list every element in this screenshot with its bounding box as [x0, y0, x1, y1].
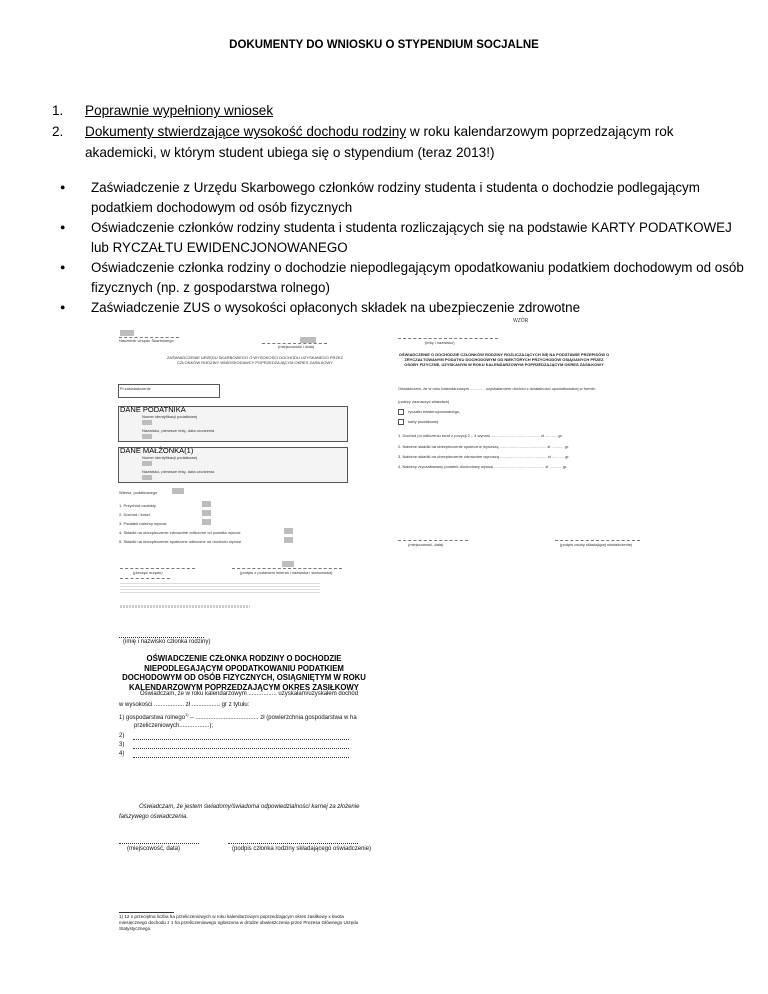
rule [119, 843, 199, 844]
item-number: 4) [119, 751, 125, 757]
rule [398, 540, 468, 541]
bullet-item [60, 218, 750, 257]
tax-year-label: Wiersz, podatkowego [119, 490, 158, 495]
hint-label: (należy zaznaczyć właściwe) [398, 399, 450, 404]
signature-label: (podpis z podaniem imienia i nazwiska i stanowiska) [240, 570, 333, 575]
bullet-icon: ● [60, 262, 66, 272]
list-item [52, 100, 742, 121]
name-label: (imię i nazwisko członka rodziny) [123, 639, 211, 645]
field-placeholder [142, 475, 152, 480]
document-title: DOKUMENTY DO WNIOSKU O STYPENDIUM SOCJALNE [229, 39, 539, 51]
checkbox [398, 409, 404, 415]
option-label: ryczałtu ewidencjonowanego, [408, 409, 461, 414]
rule [120, 568, 195, 569]
amount-row: 1. Dochód po odliczeniu kwot z pozycji 2 – 4 wynosi ............................................ zł ........... gr. [398, 433, 563, 438]
list-text-underlined: Dokumenty stwierdzające wysokość dochodu rodziny [85, 124, 407, 139]
rule [133, 739, 349, 740]
stamp-placeholder [120, 330, 134, 336]
amount-row: 5. Składki na ubezpieczenie społeczne odliczone od dochodu wynosi [119, 539, 242, 544]
amount-row: 4. Składki na ubezpieczenie zdrowotne odliczone od podatku wynosi [119, 530, 241, 535]
item-text: przeliczeniowych..................); [134, 723, 214, 729]
field-label: Numer identyfikacji podatkowej [142, 455, 198, 460]
field-label: Numer identyfikacji podatkowej [142, 414, 198, 419]
rule [119, 637, 204, 638]
signature-placeholder [282, 561, 294, 567]
signature-label: (podpis członka rodziny składającego oświadczenie) [232, 846, 372, 852]
form-title: OŚWIADCZENIE O DOCHODZIE CZŁONKÓW RODZINY ROZLICZAJĄCYCH SIĘ NA PODSTAWIE PRZEPISÓW O ZRYCZAŁTOWANYM PODATKU DOCHODOWYM OD NIEKTÓRYCH PRZYCHODÓW OSIĄGANYCH PRZEZ OSOBY FIZYCZNE, UZYSKANYM W ROKU KALENDARZOWYM POPRZEDZAJĄCYM OKRES ZASIŁKOWY [398, 352, 610, 367]
amount-row: 2. Należne składki na ubezpieczenie społeczne wynoszą .......................................... zł ........... gr. [398, 444, 570, 449]
intro-text: Oświadczam, że w roku kalendarzowym ............. uzyskałam/em dochód z działalności opodatkowanej w formie: [398, 386, 596, 391]
bullet-list [60, 178, 750, 319]
bullet-icon: ● [60, 222, 66, 232]
rule [133, 748, 349, 749]
field-placeholder [142, 461, 152, 466]
bullet-icon: ● [60, 182, 66, 192]
item-text: 1) gospodarstwa rolnego [119, 715, 186, 721]
amount-row: 3. Podatek należny wynosi [119, 521, 167, 526]
rule [398, 338, 498, 339]
list-text: w roku kalendarzowym poprzedzającym rok akademicki, w którym student ubiega się o stypendium (teraz 2013!) [85, 124, 674, 160]
rule [555, 540, 640, 541]
statement-line: w wysokości .................. zł ................. gr z tytułu: [119, 702, 250, 708]
signature-label: (podpis osoby składającej oświadczenie) [560, 542, 633, 547]
bullet-text: Oświadczenie członków rodziny studenta i studenta rozliczających się na podstawie KARTY PODATKOWEJ lub RYCZAŁTU EWIDENCJONOWANEGO [91, 220, 732, 255]
amount-row: 3. Należne składki na ubezpieczenie zdrowotne wynoszą .......................................... zł ........... gr. [398, 454, 570, 459]
year-placeholder [172, 488, 184, 494]
signature-label: (miejscowość, data) [127, 846, 181, 852]
bullet-text: Zaświadczenie z Urzędu Skarbowego członków rodziny studenta i studenta o dochodzie podlegającym podatkiem dochodowym od osób fizycznych [91, 180, 700, 215]
option-label: karty podatkowej. [408, 419, 440, 424]
addressee-label: Pi zaświadczenie [120, 386, 151, 391]
bullet-item [60, 298, 750, 318]
amount-placeholder [202, 510, 211, 516]
notes-line [120, 605, 250, 608]
signature-label: (pieczęć urzędu) [133, 570, 163, 575]
amount-row: 4. Należny zryczałtowany podatek dochodowy wynosi ............................................. zł ........... gr. [398, 464, 568, 469]
field-placeholder [142, 434, 152, 439]
bullet-item [60, 258, 750, 297]
bullet-icon: ● [60, 302, 66, 312]
list-number: 2. [52, 124, 64, 139]
place-date-label: (miejscowość i data) [278, 344, 315, 349]
form-title: ZAŚWIADCZENIE URZĘDU SKARBOWEGO O WYSOKOŚCI DOCHODU UZYSKANEGO PRZEZ CZŁONKÓW RODZINY WNIOSKODAWCY POPRZEDZAJĄCYM OKRES ZASIŁKOWY [166, 355, 343, 365]
office-label: Naczelnik Urzędu Skarbowego [119, 338, 174, 343]
numbered-list [52, 100, 742, 163]
section-heading: DANE MAŁŻONKA(1) [120, 446, 194, 455]
amount-placeholder [284, 528, 293, 534]
statement-line: Oświadczam, że w roku kalendarzowym ................. uzyskałam/uzyskałem dochód [140, 691, 359, 697]
amount-placeholder [202, 519, 211, 525]
name-label: (imię i nazwisko) [425, 340, 455, 345]
template-label: WZÓR [513, 318, 529, 324]
rule [120, 578, 170, 579]
amount-placeholder [284, 537, 293, 543]
item-number: 3) [119, 742, 125, 748]
rule [228, 843, 358, 844]
list-item [52, 121, 742, 163]
bullet-text: Oświadczenie członka rodziny o dochodzie niepodlegającym opodatkowaniu podatkiem dochodowym od osób fizycznych (np. z gospodarstwa rolnego) [91, 260, 744, 295]
signature-label: (miejscowość, data) [408, 542, 444, 547]
footnote: 1) 12 x przeciętna liczba ha przeliczeniowych w roku kalendarzowym poprzedzającym okres zasiłkowy x kwota miesięcznego dochodu z 1 ha przeliczeniowego ogłoszona w drodze obwieszczenia przez Prezesa Głównego Urzędu Statystycznego. [119, 914, 359, 931]
item-number: 2) [119, 733, 125, 739]
statement-text: Oświadczam, że jestem świadomy/świadoma odpowiedzialności karnej za złożenie fałszywego oświadczenia. [119, 804, 360, 820]
list-number: 1. [52, 103, 64, 118]
amount-placeholder [202, 501, 211, 507]
checkbox [398, 419, 404, 425]
item-text: – ...................................... zł (powierzchnia gospodarstwa w ha [188, 715, 357, 721]
rule [133, 757, 349, 758]
list-text-underlined: Poprawnie wypełniony wniosek [85, 103, 274, 118]
footnote-rule [119, 912, 174, 913]
notes-lines [120, 581, 320, 595]
bullet-item [60, 178, 750, 217]
amount-row: 1. Przychód osobisty [119, 503, 156, 508]
field-label: Nazwisko, pierwsze imię, data urodzenia [142, 428, 215, 433]
rule [232, 568, 342, 569]
form-title: OŚWIADCZENIE CZŁONKA RODZINY O DOCHODZIE NIEPODLEGAJĄCYM OPODATKOWANIU PODATKIEM DOCHODOWYM OD OSÓB FIZYCZNYCH, OSIĄGNIĘTYM W ROKU KALENDARZOWYM POPRZEDZAJĄCYM OKRES ZASIŁKOWY [122, 654, 366, 692]
field-placeholder [142, 420, 152, 425]
field-label: Nazwisko, pierwsze imię, data urodzenia [142, 469, 215, 474]
bullet-text: Zaświadczenie ZUS o wysokości opłaconych składek na ubezpieczenie zdrowotne [91, 300, 581, 315]
amount-row: 2. Dochód / koszt [119, 512, 150, 517]
section-heading: DANE PODATNIKA [120, 405, 186, 414]
